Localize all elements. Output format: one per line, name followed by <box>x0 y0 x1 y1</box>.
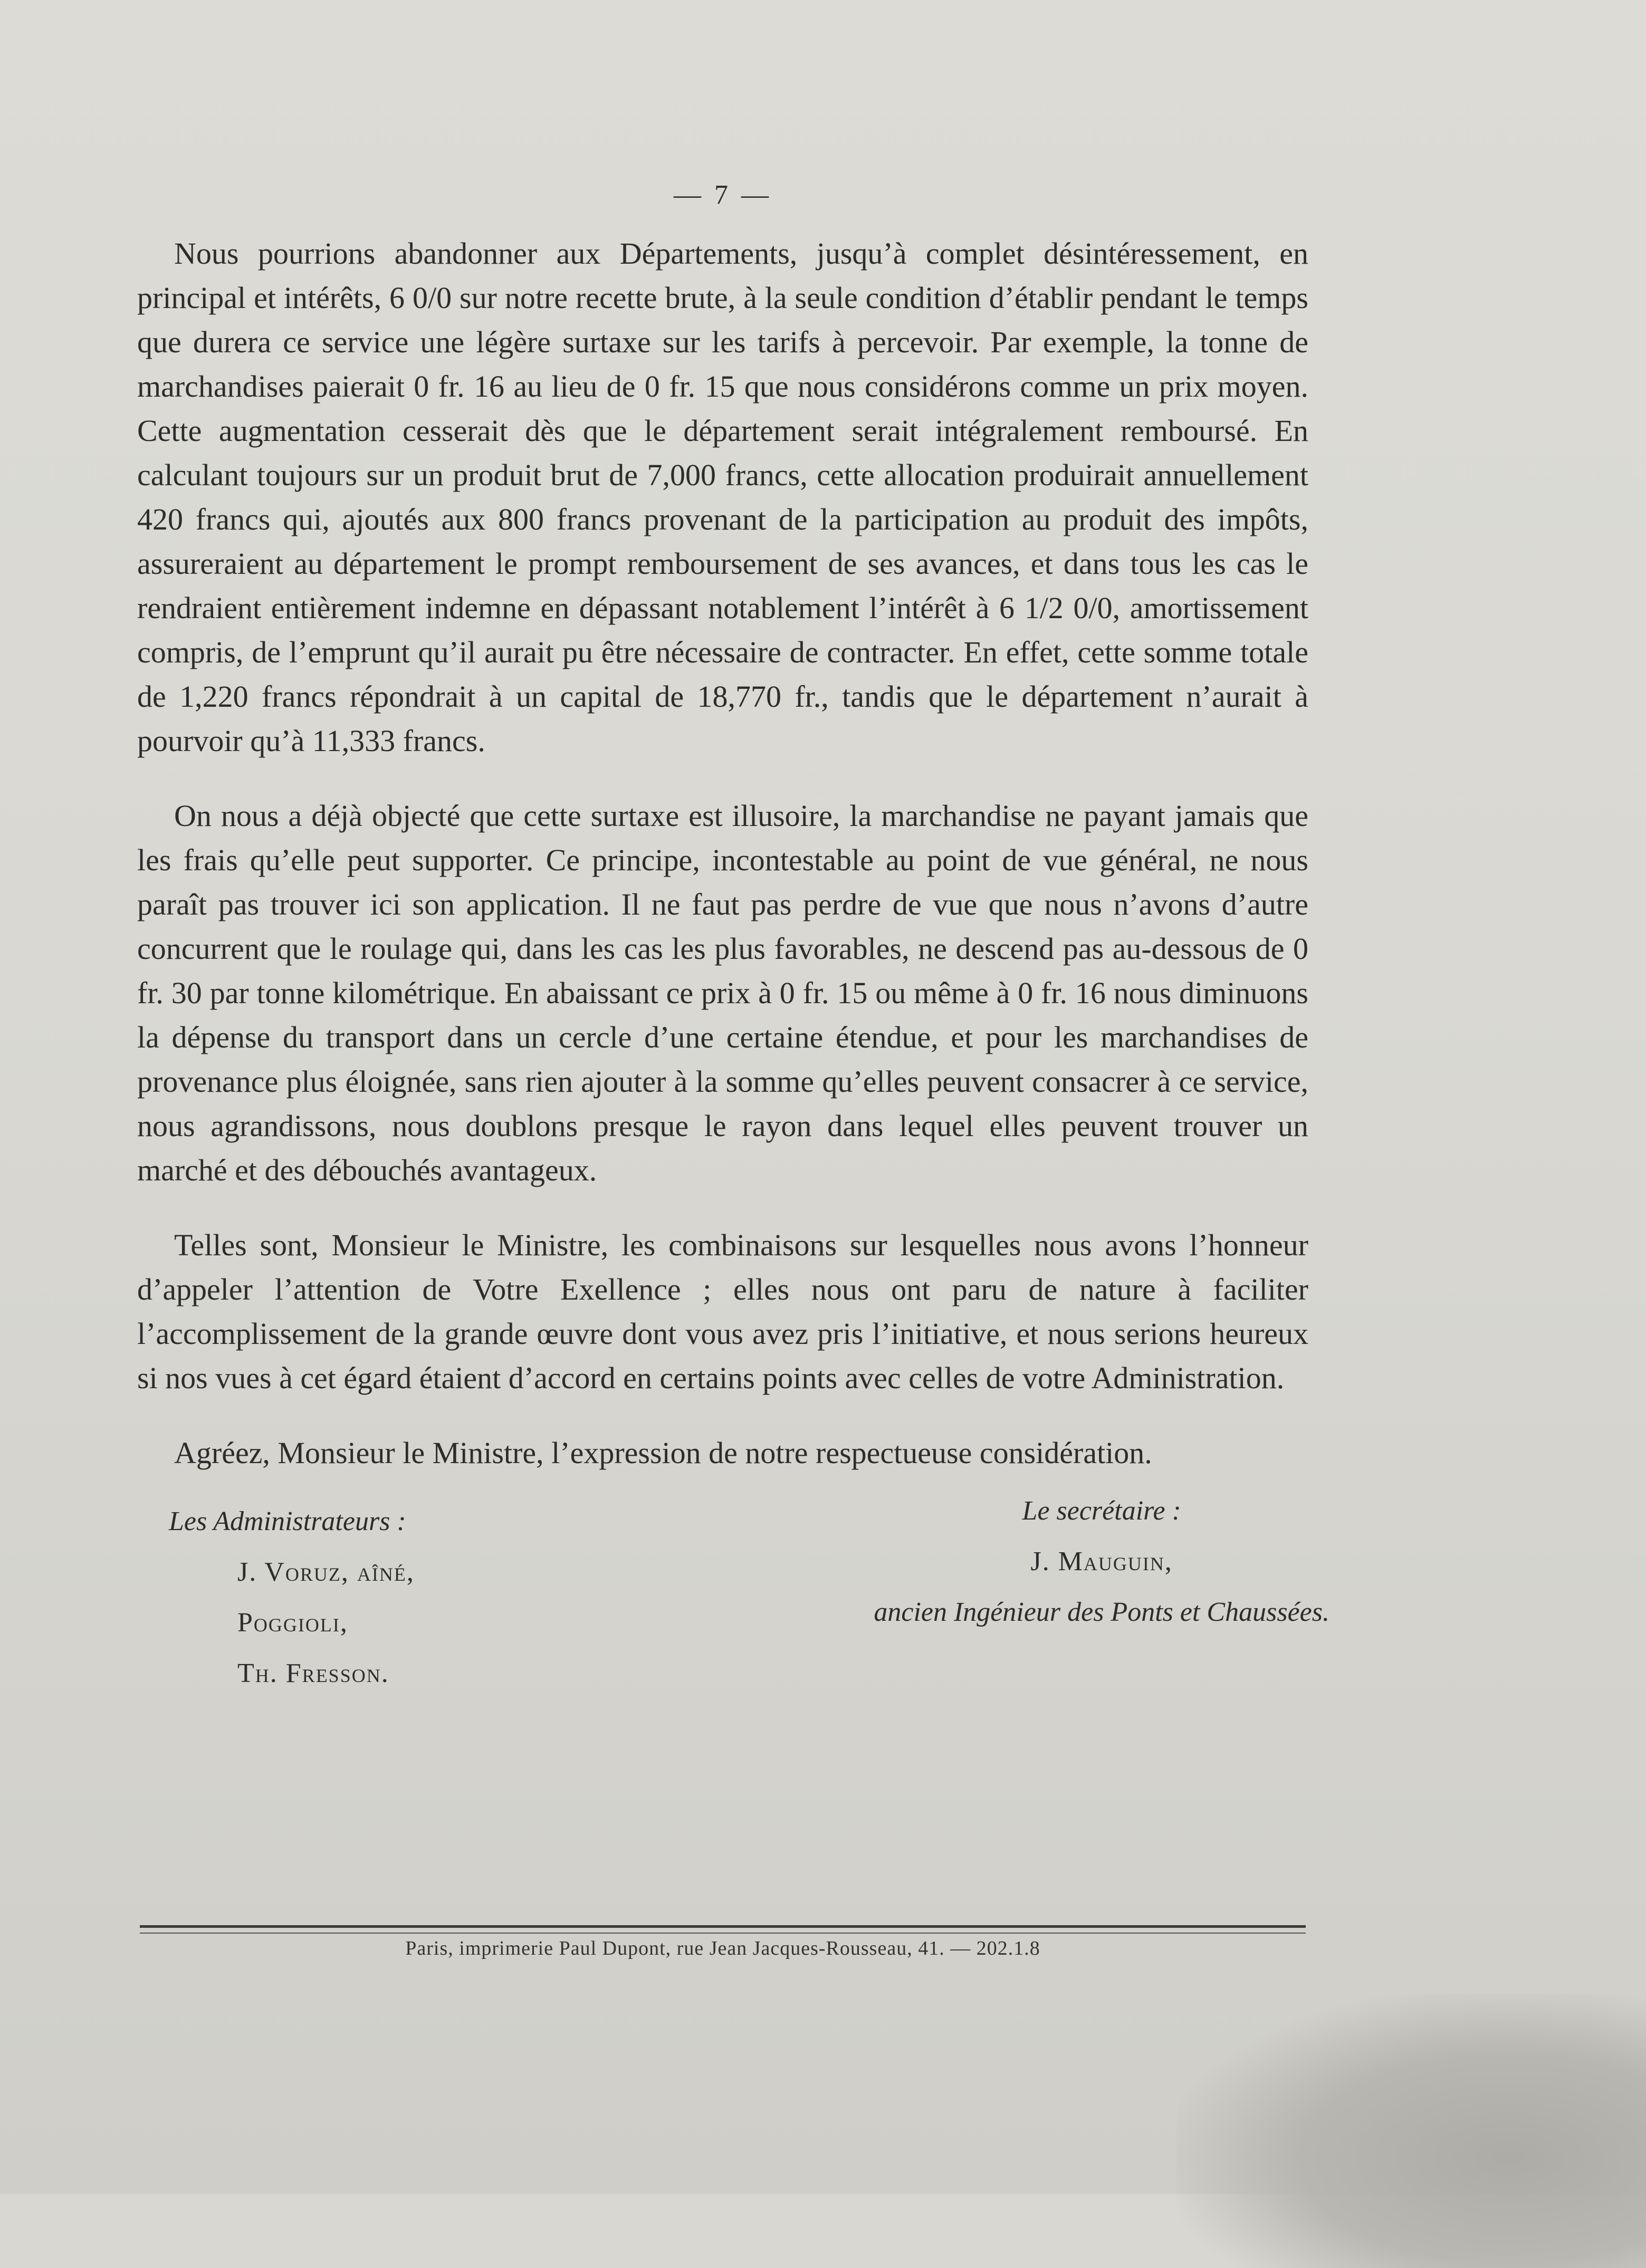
secretary-heading: Le secrétaire : <box>1022 1496 1181 1526</box>
footer-rule <box>140 1925 1306 1928</box>
document-page <box>137 179 1329 1744</box>
paragraph-1: Nous pourrions abandonner aux Départements, jusqu’à complet désintéressement, en principal et intérêts, 6 0/0 sur notre recette brute, à la seule condition d’établir pendant le temps que durera ce service une légère surtaxe sur les tarifs à percevoir. Par exemple, la tonne de marchandises paierait 0 fr. 16 au lieu de 0 fr. 15 que nous considérons comme un prix moyen. Cette augmentation cesserait dès que le département serait intégralement remboursé. En calculant toujours sur un produit brut de 7,000 francs, cette allocation produirait annuellement 420 francs qui, ajoutés aux 800 francs provenant de la participation au produit des impôts, assureraient au département le prompt remboursement de ses avances, et dans tous les cas le rendraient entièrement indemne en dépassant notablement l’intérêt à 6 1/2 0/0, amortissement compris, de l’emprunt qu’il aurait pu être nécessaire de contracter. En effet, cette somme totale de 1,220 francs répondrait à un capital de 18,770 fr., tandis que le département n’aurait à pourvoir qu’à 11,333 francs. <box>137 236 1308 758</box>
paragraph-3: Telles sont, Monsieur le Ministre, les combinaisons sur lesquelles nous avons l’honneur d’appeler l’attention de Votre Exellence ; elles nous ont paru de nature à faciliter l’accomplissement de la grande œuvre dont vous avez pris l’initiative, et nous serions heureux si nos vues à cet égard étaient d’accord en certains points avec celles de votre Administration. <box>137 1228 1308 1395</box>
footer-rule-thin <box>140 1933 1306 1934</box>
administrators-heading: Les Administrateurs : <box>169 1506 406 1536</box>
closing-salutation: Agréez, Monsieur le Ministre, l’expression de notre respectueuse considération. <box>174 1436 1152 1470</box>
administrator-name: Th. Fresson. <box>237 1658 389 1688</box>
secretary-name: J. Mauguin, <box>1030 1546 1173 1577</box>
administrator-name: Poggioli, <box>237 1608 348 1638</box>
signature-block <box>137 1496 1329 1744</box>
photo-shadow <box>1176 1994 1646 2268</box>
administrator-name: J. Voruz, aîné, <box>237 1557 415 1587</box>
administrators-signatures <box>169 1496 415 1699</box>
paragraph-2: On nous a déjà objecté que cette surtaxe est illusoire, la marchandise ne payant jamais que les frais qu’elle peut supporter. Ce principe, incontestable au point de vue général, ne nous paraît pas trouver ici son application. Il ne faut pas perdre de vue que nous n’avons d’autre concurrent que le roulage qui, dans les cas les plus favorables, ne descend pas au-dessous de 0 fr. 30 par tonne kilométrique. En abaissant ce prix à 0 fr. 15 ou même à 0 fr. 16 nous diminuons la dépense du transport dans un cercle d’une certaine étendue, et pour les marchandises de provenance plus éloignée, sans rien ajouter à la somme qu’elles peuvent consacrer à ce service, nous agrandissons, nous doublons presque le rayon dans lequel elles peuvent trouver un marché et des débouchés avantageux. <box>137 799 1308 1187</box>
page-number: — 7 — <box>674 180 772 210</box>
printer-imprint: Paris, imprimerie Paul Dupont, rue Jean Jacques-Rousseau, 41. — 202.1.8 <box>405 1937 1040 1959</box>
secretary-signature <box>874 1486 1329 1638</box>
secretary-title: ancien Ingénieur des Ponts et Chaussées. <box>874 1597 1329 1627</box>
